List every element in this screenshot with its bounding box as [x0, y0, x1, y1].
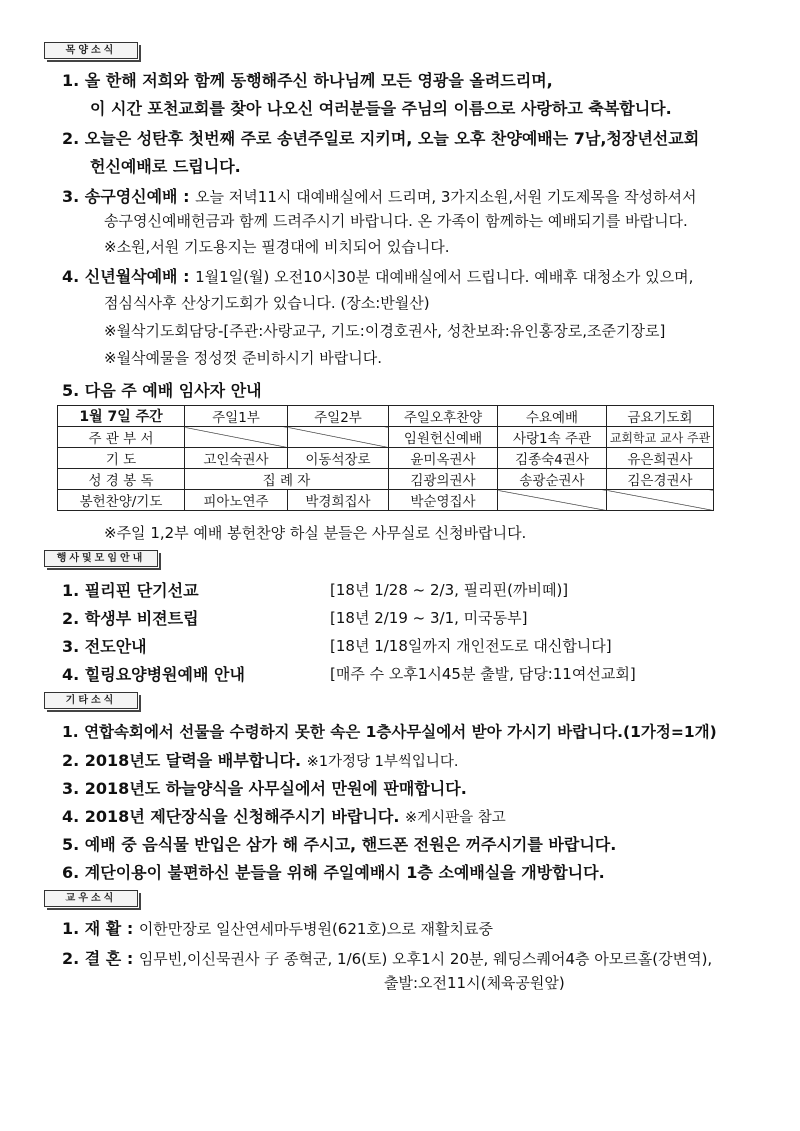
schedule-cell: 김광의권사: [389, 469, 498, 490]
event-detail: [18년 1/28 ~ 2/3, 필리핀(까비떼)]: [330, 581, 569, 599]
item-4-line2: 점심식사후 산상기도회가 있습니다. (장소:반월산): [104, 294, 430, 312]
section-tag-member-news: 교우소식: [44, 890, 138, 907]
item-4-line4: ※월삭예물을 정성껏 준비하시기 바랍니다.: [104, 349, 382, 367]
schedule-col: 주일1부: [185, 406, 288, 427]
schedule-cell: 송광순권사: [498, 469, 607, 490]
news-item: 6. 계단이용이 불편하신 분들을 위해 주일예배시 1층 소예배실을 개방합니다.: [62, 863, 605, 882]
schedule-cell: 교회학교 교사 주관: [607, 427, 714, 448]
news-item-note: ※1가정당 1부씩입니다.: [306, 754, 459, 770]
schedule-cell: 사랑1속 주관: [498, 427, 607, 448]
schedule-cell: 임원헌신예배: [389, 427, 498, 448]
schedule-empty: [498, 490, 607, 511]
schedule-row: [58, 490, 714, 511]
schedule-row: [58, 448, 714, 469]
item-1-line1: 1. 올 한해 저희와 함께 동행해주신 하나님께 모든 영광을 올려드리며,: [62, 71, 553, 90]
event-detail: [18년 2/19 ~ 3/1, 미국동부]: [330, 609, 528, 627]
schedule-col: 수요예배: [498, 406, 607, 427]
news-item: [62, 748, 459, 771]
member-news-item: [62, 946, 712, 969]
schedule-cell: 유은희권사: [607, 448, 714, 469]
section-tag-other-news: 기타소식: [44, 692, 138, 709]
schedule-cell: 박경희집사: [288, 490, 389, 511]
event-title: 4. 힐링요양병원예배 안내: [62, 665, 245, 684]
item-3-lead: 3. 송구영신예배 :: [62, 187, 196, 206]
schedule-cell: 이동석장로: [288, 448, 389, 469]
section-tag-events: 행사및모임안내: [44, 550, 158, 567]
event-title: 3. 전도안내: [62, 637, 147, 656]
news-item-text: 2. 2018년도 달력을 배부합니다.: [62, 751, 307, 770]
schedule-role: 성 경 봉 독: [58, 469, 185, 490]
schedule-row: [58, 469, 714, 490]
item-4-lead: 4. 신년월삭예배 :: [62, 267, 196, 286]
schedule-table: [57, 405, 714, 511]
news-item: [62, 804, 506, 827]
item-5-line1: 5. 다음 주 예배 임사자 안내: [62, 381, 262, 400]
schedule-cell: 고인숙권사: [185, 448, 288, 469]
event-title: 2. 학생부 비젼트립: [62, 609, 199, 628]
item-1-line2: 이 시간 포천교회를 찾아 나오신 여러분들을 주님의 이름으로 사랑하고 축복합니다.: [90, 99, 672, 118]
item-3-line3: ※소원,서원 기도용지는 필경대에 비치되어 있습니다.: [104, 238, 450, 256]
member-news-lead: 1. 재 활 :: [62, 919, 139, 938]
schedule-note: ※주일 1,2부 예배 봉헌찬양 하실 분들은 사무실로 신청바랍니다.: [104, 524, 527, 542]
schedule-week: 1월 7일 주간: [58, 406, 185, 427]
schedule-cell: 집 례 자: [185, 469, 389, 490]
news-item: 1. 연합속회에서 선물을 수령하지 못한 속은 1층사무실에서 받아 가시기 바랍니다.(1가정=1개): [62, 723, 717, 741]
member-news-line2: 출발:오전11시(체육공원앞): [384, 974, 565, 992]
event-detail: [18년 1/18일까지 개인전도로 대신합니다]: [330, 637, 612, 655]
schedule-cell: 박순영집사: [389, 490, 498, 511]
schedule-cell: 김은경권사: [607, 469, 714, 490]
item-2-line2: 헌신예배로 드립니다.: [90, 157, 241, 176]
schedule-row: [58, 427, 714, 448]
schedule-role: 봉헌찬양/기도: [58, 490, 185, 511]
schedule-cell: 윤미옥권사: [389, 448, 498, 469]
member-news-text: 임무빈,이신묵권사 子 종혁군, 1/6(토) 오후1시 20분, 웨딩스퀘어4층 아모르홀(강변역),: [138, 950, 713, 968]
item-4-text: 1월1일(월) 오전10시30분 대예배실에서 드립니다. 예배후 대청소가 있으며,: [195, 268, 694, 286]
schedule-cell: 피아노연주: [185, 490, 288, 511]
schedule-header-row: [58, 406, 714, 427]
section-tag-mokyang: 목양소식: [44, 42, 138, 59]
item-4-line3: ※월삭기도회담당-[주관:사랑교구, 기도:이경호권사, 성찬보좌:유인홍장로,조준기장로]: [104, 322, 666, 340]
schedule-col: 주일오후찬양: [389, 406, 498, 427]
schedule-role: 기 도: [58, 448, 185, 469]
news-item: 5. 예배 중 음식물 반입은 삼가 해 주시고, 핸드폰 전원은 꺼주시기를 바랍니다.: [62, 835, 617, 854]
member-news-item: [62, 916, 493, 939]
schedule-empty: [185, 427, 288, 448]
schedule-empty: [607, 490, 714, 511]
schedule-role: 주 관 부 서: [58, 427, 185, 448]
item-3-line2: 송구영신예배헌금과 함께 드려주시기 바랍니다. 온 가족이 함께하는 예배되기를 바랍니다.: [104, 212, 688, 230]
item-4-line1: [62, 264, 693, 287]
schedule-col: 금요기도회: [607, 406, 714, 427]
event-detail: [매주 수 오후1시45분 출발, 담당:11여선교회]: [330, 665, 636, 683]
news-item-text: 4. 2018년 제단장식을 신청해주시기 바랍니다.: [62, 807, 405, 826]
event-title: 1. 필리핀 단기선교: [62, 581, 199, 600]
member-news-lead: 2. 결 혼 :: [62, 949, 139, 968]
schedule-cell: 김종숙4권사: [498, 448, 607, 469]
news-item-note: ※게시판을 참고: [404, 810, 506, 826]
schedule-col: 주일2부: [288, 406, 389, 427]
item-3-line1: [62, 184, 697, 207]
item-2-line1: 2. 오늘은 성탄후 첫번째 주로 송년주일로 지키며, 오늘 오후 찬양예배는 7남,청장년선교회: [62, 129, 700, 148]
news-item: 3. 2018년도 하늘양식을 사무실에서 만원에 판매합니다.: [62, 779, 467, 798]
schedule-empty: [288, 427, 389, 448]
item-3-text: 오늘 저녁11시 대예배실에서 드리며, 3가지소원,서원 기도제목을 작성하셔서: [195, 188, 697, 206]
member-news-text: 이한만장로 일산연세마두병원(621호)으로 재활치료중: [138, 920, 493, 938]
